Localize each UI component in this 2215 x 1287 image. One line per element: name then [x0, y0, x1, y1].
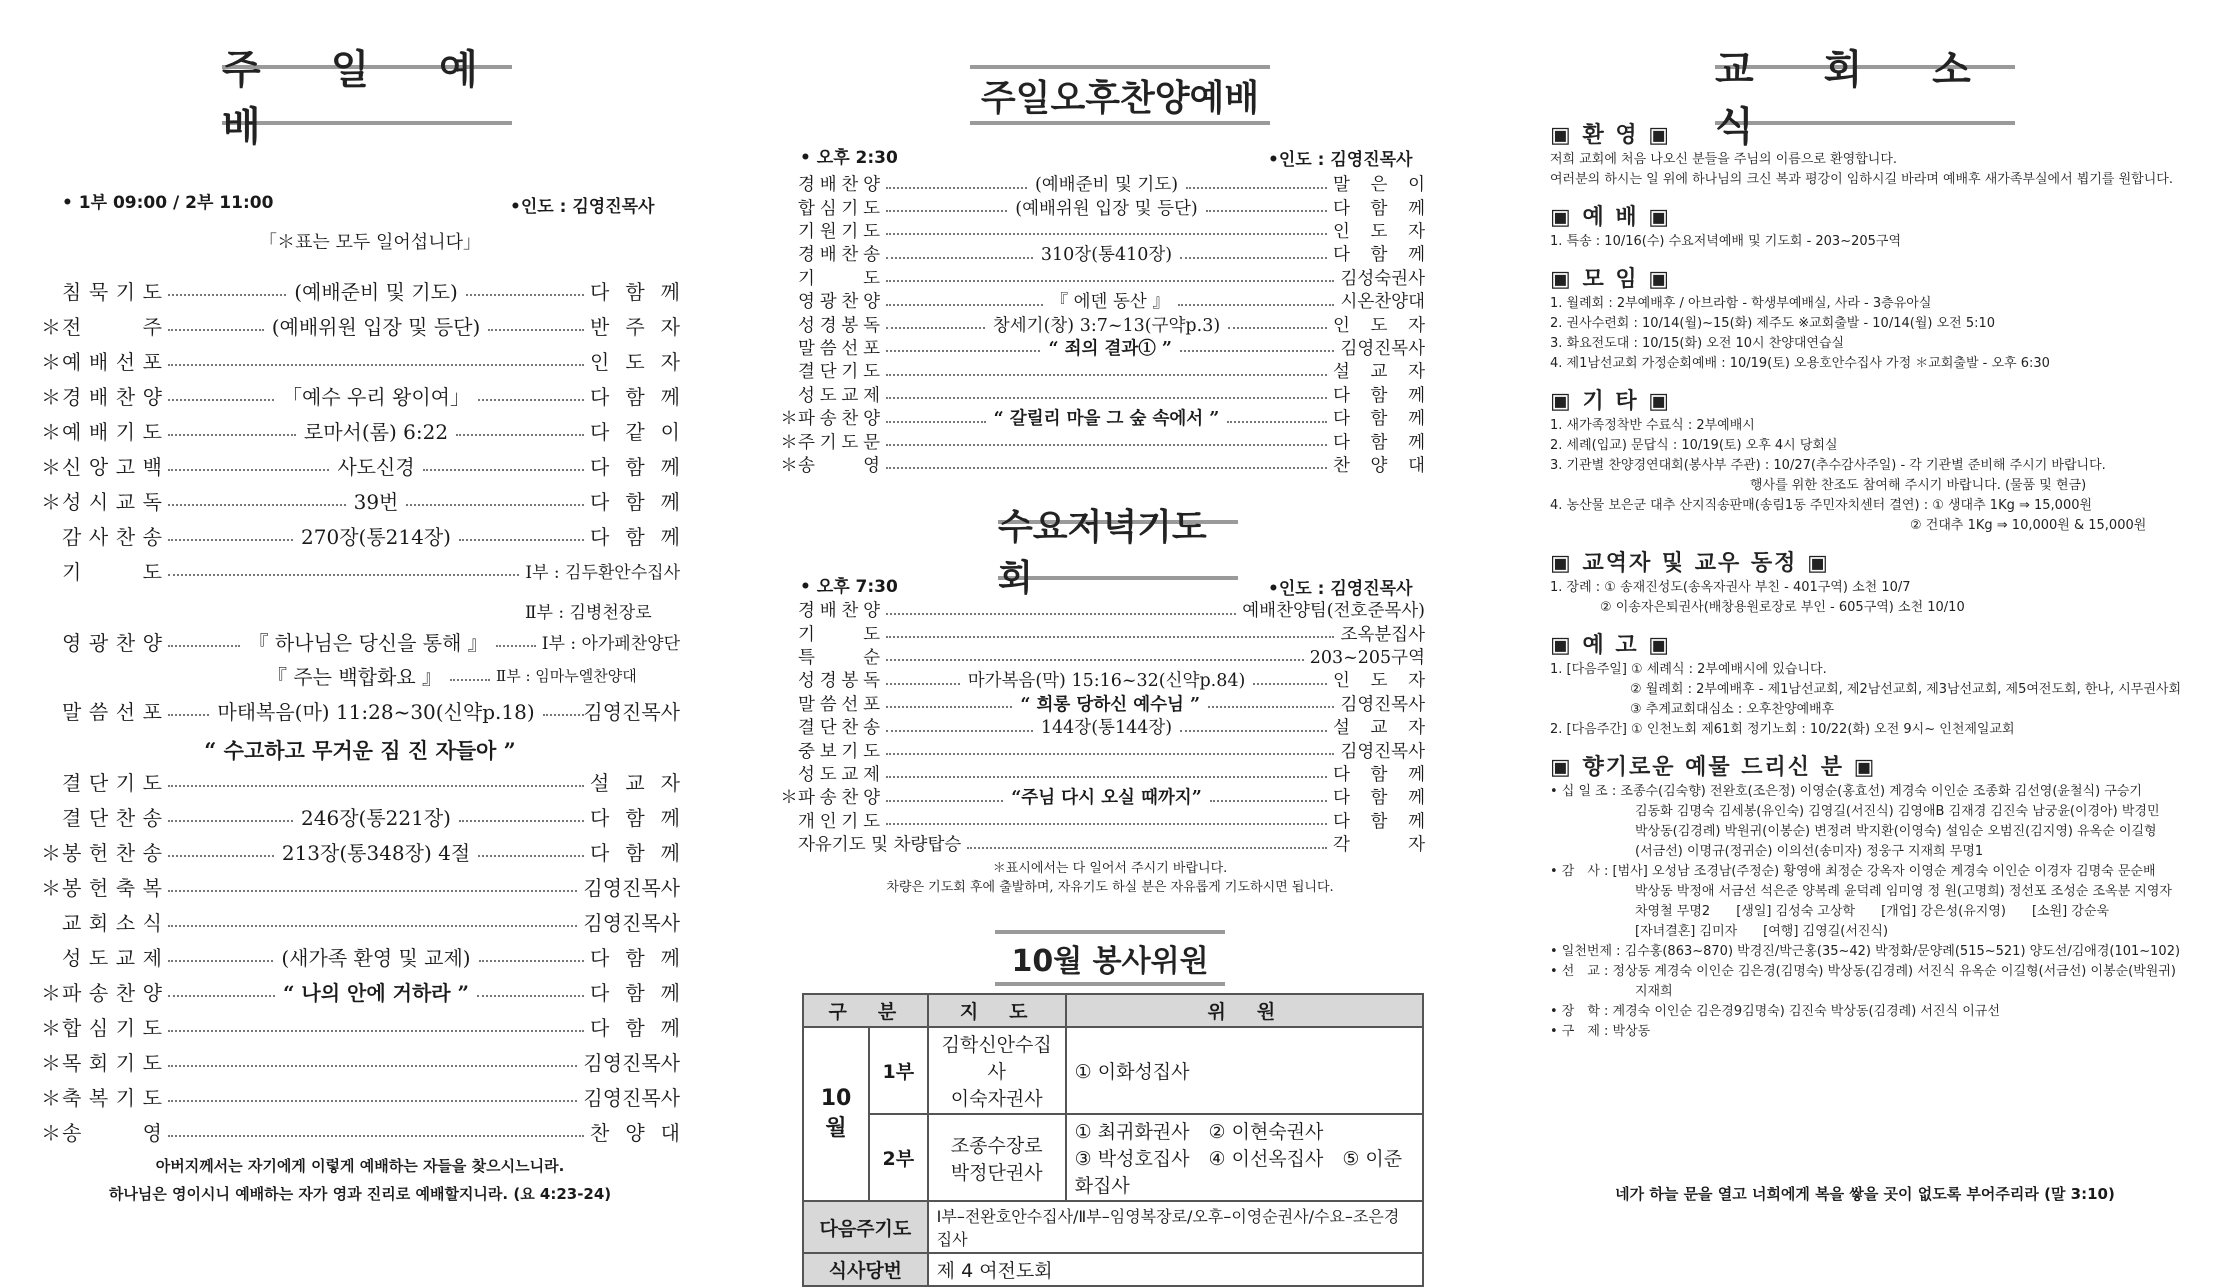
order-label: 경 배 찬 양 [798, 175, 880, 196]
order-row [40, 904, 680, 939]
announce-line: 1. [다음주일] ① 세례식 : 2부예배시에 있습니다. [1550, 662, 1827, 677]
order-content: 310장(통410장) [1040, 245, 1173, 266]
order-label: 성 도 교 제 [798, 385, 880, 406]
offering-line: 박상동(김경례) 박원귀(이봉순) 변정려 박지환(이영숙) 설임순 오범진(김지영) 유옥순 이길형 [1635, 824, 2157, 839]
order-row [40, 448, 680, 483]
praise-choir-2: Ⅱ부 : 임마누엘찬양대 [496, 667, 637, 685]
order-person: 다 함 께 [1333, 432, 1425, 453]
stand-mark: ＊ [41, 981, 61, 1005]
offering-line: • 구 제 : 박상동 [1550, 1024, 1651, 1039]
news-footer-verse: 네가 하늘 문을 열고 너희에게 복을 쌓을 곳이 없도록 부어주리라 (말 3:10) [1615, 1185, 2115, 1203]
announce-line: 2. [다음주간] ① 인천노회 제61회 정기노회 : 10/22(화) 오전 9시~ 인천제일교회 [1550, 722, 2015, 737]
order-person: 예배찬양팀(전호준목사) [1242, 601, 1425, 622]
wednesday-order-list [780, 598, 1425, 855]
order-row [40, 343, 680, 378]
leader-name: 박정단권사 [950, 1161, 1043, 1184]
order-person: 김영진목사 [1340, 741, 1425, 762]
month-cell: 10월 [803, 1027, 869, 1201]
order-label: 성 시 교 독 [62, 490, 162, 514]
order-person: 찬 양 대 [590, 1121, 680, 1145]
order-person: 설 교 자 [1333, 718, 1425, 739]
order-label: 신 앙 고 백 [62, 455, 162, 479]
offering-line: • 선 교 : 정상동 계경숙 이인순 김은경(김명숙) 박상동(김경례) 서진식 유옥순 이길형(서금선) 이봉순(박원귀) [1550, 964, 2176, 979]
prayer-part2: Ⅱ부 : 김병천장로 [525, 603, 652, 623]
part1-leaders [928, 1027, 1066, 1114]
praise-choir-1: Ⅰ부 : 아가페찬양단 [541, 634, 680, 654]
order-person: 김영진목사 [583, 1051, 680, 1075]
order-label: 경 배 찬 양 [798, 601, 880, 622]
announce-line: ③ 추계교회대심소 : 오후찬양예배후 [1630, 702, 1835, 717]
order-row [40, 413, 680, 448]
meeting-heading: ▣ 모 임 ▣ [1550, 267, 1672, 292]
order-row [40, 834, 680, 869]
order-content: “ 희롱 당하신 예수님 ” [1020, 694, 1201, 715]
order-label: 기 도 [62, 560, 162, 584]
order-person: 시온찬양대 [1340, 292, 1425, 313]
order-label: 파 송 찬 양 [62, 981, 162, 1005]
order-row [780, 219, 1425, 242]
order-label: 기 도 [798, 624, 880, 645]
sermon-preacher: 김영진목사 [583, 700, 681, 724]
order-label: 결 단 찬 송 [798, 718, 880, 739]
order-person: 다 같 이 [590, 420, 680, 444]
welcome-heading: ▣ 환 영 ▣ [1550, 123, 1672, 148]
order-label: 결 단 찬 송 [62, 806, 162, 830]
order-label: 결 단 기 도 [62, 771, 162, 795]
order-person: 다 함 께 [590, 806, 680, 830]
order-label: 기 원 기 도 [798, 221, 880, 242]
sunday-order-list-2 [40, 764, 680, 1149]
order-label: 예 배 선 포 [62, 350, 162, 374]
wednesday-note-1: ＊표시에서는 다 일어서 주시기 바랍니다. [992, 861, 1228, 876]
order-label: 합 심 기 도 [798, 198, 880, 219]
order-row [780, 312, 1425, 335]
order-content: “ 갈릴리 마을 그 숲 속에서 ” [993, 409, 1220, 430]
order-row [780, 762, 1425, 785]
order-label: 봉 헌 축 복 [62, 876, 162, 900]
order-row [40, 1044, 680, 1079]
order-label: 성 경 봉 독 [798, 671, 880, 692]
next-prayer-label: 다음주기도 [803, 1201, 928, 1253]
order-content: 144장(통144장) [1040, 718, 1173, 739]
order-content: (예배위원 입장 및 등단) [271, 315, 481, 339]
order-person: 김영진목사 [1340, 338, 1425, 359]
order-label: 목 회 기 도 [62, 1051, 162, 1075]
announce-line: ② 월례회 : 2부예배후 - 제1남선교회, 제2남선교회, 제3남선교회, 제5여전도회, 한나, 시무권사회 [1630, 682, 2182, 697]
stand-mark: ＊ [41, 350, 61, 374]
order-label: 봉 헌 찬 송 [62, 841, 162, 865]
sermon-scripture: 마태복음(마) 11:28~30(신약p.18) [217, 700, 535, 724]
sunday-praise-row [40, 624, 680, 659]
etc-line: 2. 세례(입교) 문답식 : 10/19(토) 오후 4시 당회실 [1550, 438, 1838, 453]
meeting-line: 1. 월례회 : 2부예배후 / 아브라함 - 학생부예배실, 사라 - 3층유아실 [1550, 296, 1932, 311]
order-label: 주 기 도 문 [798, 432, 880, 453]
order-label: 중 보 기 도 [798, 741, 880, 762]
stand-mark: ＊ [41, 1051, 61, 1075]
sunday-prayer-row [40, 553, 680, 588]
order-person: 인 도 자 [590, 350, 680, 374]
order-label: 성 경 봉 독 [798, 315, 880, 336]
afternoon-time: • 오후 2:30 [800, 148, 898, 168]
next-prayer-value: Ⅰ부–전완호안수집사/Ⅱ부–임영복장로/오후–이영순권사/수요–조은경집사 [928, 1201, 1423, 1253]
order-person: 말 은 이 [1333, 175, 1425, 196]
order-person: 설 교 자 [1333, 362, 1425, 383]
order-content: 창세기(창) 3:7~13(구약p.3) [992, 315, 1221, 336]
sunday-order-list-1 [40, 273, 680, 553]
order-label: 파 송 찬 양 [798, 409, 880, 430]
order-content: “주님 다시 오실 때까지” [1011, 788, 1202, 809]
order-row [780, 429, 1425, 452]
order-label: 개 인 기 도 [798, 811, 880, 832]
order-person: 다 함 께 [590, 525, 680, 549]
order-label: 영 광 찬 양 [798, 292, 880, 313]
header-division: 구 분 [803, 994, 928, 1027]
stand-mark: ＊ [780, 432, 798, 453]
stand-mark: ＊ [41, 1016, 61, 1040]
etc-line: ② 건대추 1Kg ⇒ 10,000원 & 15,000원 [1910, 518, 2147, 533]
order-row [780, 266, 1425, 289]
order-row [780, 406, 1425, 429]
offering-line: 박상동 박정애 서금선 석은준 양복례 윤덕례 임미영 정 원(고명희) 정선포 조성순 조옥분 지영자 [1635, 884, 2172, 899]
order-row [780, 242, 1425, 265]
stand-mark: ＊ [41, 455, 61, 479]
order-person: 김영진목사 [1340, 694, 1425, 715]
order-label: 자유기도 및 차량탑승 [798, 835, 962, 856]
part2-cell: 2부 [869, 1114, 928, 1201]
volunteers-title: 10월 봉사위원 [995, 930, 1225, 986]
order-label: 예 배 기 도 [62, 420, 162, 444]
order-row [780, 383, 1425, 406]
order-person: 다 함 께 [590, 946, 680, 970]
etc-line: 행사를 위한 찬조도 참여해 주시기 바랍니다. (물품 및 현금) [1750, 478, 2087, 493]
order-content: (예배준비 및 기도) [1034, 175, 1179, 196]
order-row [780, 668, 1425, 691]
part2-members [1066, 1114, 1423, 1201]
order-row [40, 764, 680, 799]
order-person: 조옥분집사 [1340, 624, 1425, 645]
order-row [780, 598, 1425, 621]
stand-mark: ＊ [780, 788, 798, 809]
order-person: 다 함 께 [590, 981, 680, 1005]
offering-line: 차영철 무명2 [생일] 김성숙 고상학 [개업] 강은성(유지영) [소원] 강순욱 [1635, 904, 2110, 919]
header-members: 위 원 [1066, 994, 1423, 1027]
order-label: 경 배 찬 송 [798, 245, 880, 266]
wednesday-leader: •인도 : 김영진목사 [1268, 579, 1413, 599]
wednesday-time: • 오후 7:30 [800, 577, 898, 597]
order-person: 다 함 께 [590, 841, 680, 865]
order-person: 인 도 자 [1333, 671, 1426, 692]
praise-song-2: 『 주는 백합화요 』 [267, 665, 442, 689]
order-row [780, 785, 1425, 808]
order-person: 203~205구역 [1309, 647, 1425, 668]
order-content: 39번 [353, 490, 399, 514]
order-person: 설 교 자 [590, 771, 680, 795]
order-content: 246장(통221장) [301, 806, 451, 830]
order-row [40, 273, 680, 308]
staff-line: ② 이송자은퇴권사(배창용원로장로 부인 - 605구역) 소천 10/10 [1600, 600, 1965, 615]
stand-mark: ＊ [41, 385, 61, 409]
header-leader: 지 도 [928, 994, 1066, 1027]
order-person: 반 주 자 [590, 315, 680, 339]
order-person: 김영진목사 [583, 1086, 680, 1110]
leader-name: 이숙자권사 [950, 1088, 1043, 1110]
order-person: 다 함 께 [590, 385, 680, 409]
volunteers-table [802, 993, 1424, 1287]
order-person: 인 도 자 [1333, 315, 1426, 336]
announce-heading: ▣ 예 고 ▣ [1550, 633, 1672, 658]
order-content: 마가복음(막) 15:16~32(신약p.84) [967, 671, 1246, 692]
offering-line: 지재희 [1635, 984, 1673, 999]
order-person: 다 함 께 [1333, 764, 1425, 785]
order-label: 감 사 찬 송 [62, 525, 162, 549]
order-label: 영 광 찬 양 [62, 631, 162, 655]
order-content: 213장(통348장) 4절 [281, 841, 471, 865]
order-row [40, 869, 680, 904]
order-label: 파 송 찬 양 [798, 788, 880, 809]
order-person: 다 함 께 [590, 1016, 680, 1040]
order-label: 송 영 [798, 455, 880, 476]
order-row [780, 336, 1425, 359]
part2-leaders [928, 1114, 1066, 1201]
staff-line: 1. 장례 : ① 송재진성도(송옥자권사 부친 - 401구역) 소천 10/7 [1550, 580, 1911, 595]
order-row [40, 518, 680, 553]
wednesday-note-2: 차량은 기도회 후에 출발하며, 자유기도 하실 분은 자유롭게 기도하시면 됩니다. [886, 880, 1334, 895]
order-person: 인 도 자 [1333, 221, 1425, 242]
order-label: 말 씀 선 포 [62, 700, 162, 724]
order-row [780, 621, 1425, 644]
order-label: 전 주 [62, 315, 162, 339]
sunday-leader: •인도 : 김영진목사 [510, 197, 655, 217]
offering-heading: ▣ 향기로운 예물 드리신 분 ▣ [1550, 755, 1877, 780]
stand-mark: ＊ [41, 315, 61, 339]
sunday-praise-row-2 [265, 658, 680, 693]
order-label: 특 순 [798, 647, 880, 668]
etc-heading: ▣ 기 타 ▣ [1550, 389, 1672, 414]
order-label: 말 씀 선 포 [798, 338, 880, 359]
stand-mark: ＊ [41, 876, 61, 900]
order-person: 다 함 께 [1333, 198, 1425, 219]
offering-line: [자녀결혼] 김미자 [여행] 김영길(서진식) [1635, 924, 1889, 939]
afternoon-title: 주일오후찬양예배 [970, 65, 1270, 125]
stand-mark: ＊ [780, 409, 798, 430]
worship-heading: ▣ 예 배 ▣ [1550, 205, 1672, 230]
sunday-sermon-row [40, 693, 680, 728]
order-content: 270장(통214장) [301, 525, 451, 549]
order-row [40, 939, 680, 974]
order-row [780, 692, 1425, 715]
order-content: (새가족 환영 및 교제) [281, 946, 471, 970]
order-label: 결 단 기 도 [798, 362, 880, 383]
welcome-line: 여러분의 하시는 일 위에 하나님의 크신 복과 평강이 임하시길 바라며 예배후 새가족부실에서 뵙기를 원합니다. [1550, 172, 2173, 187]
etc-line: 4. 농산물 보은군 대추 산지직송판매(송림1동 주민자치센터 결연) : ① 생대추 1Kg ⇒ 15,000원 [1550, 498, 2093, 513]
order-person: 다 함 께 [590, 280, 680, 304]
order-row [40, 1079, 680, 1114]
order-label: 기 도 [798, 268, 880, 289]
order-content: (예배준비 및 기도) [294, 280, 458, 304]
order-content: 사도신경 [337, 455, 415, 479]
order-row [40, 378, 680, 413]
welcome-line: 저희 교회에 처음 나오신 분들을 주님의 이름으로 환영합니다. [1550, 152, 1898, 167]
order-person: 다 함 께 [1333, 409, 1425, 430]
part1-members: ① 이화성집사 [1066, 1027, 1423, 1114]
order-label: 성 도 교 제 [798, 764, 880, 785]
sunday-verse-1: 아버지께서는 자기에게 이렇게 예배하는 자들을 찾으시느니라. [155, 1157, 565, 1175]
sunday-time: • 1부 09:00 / 2부 11:00 [62, 193, 274, 213]
stand-mark: ＊ [41, 841, 61, 865]
order-content: 로마서(롬) 6:22 [303, 420, 449, 444]
order-row [40, 308, 680, 343]
order-row [780, 832, 1425, 855]
leader-name: 김학신안수집사 [941, 1034, 1052, 1083]
member-line: ① 최귀화권사 ② 이현숙권사 [1074, 1121, 1324, 1143]
order-row [40, 1009, 680, 1044]
offering-line: (서금선) 이명규(정귀순) 이의선(송미자) 정웅구 지재희 무명1 [1635, 844, 1984, 859]
worship-line: 1. 특송 : 10/16(수) 수요저녁예배 및 기도회 - 203~205구역 [1550, 234, 1902, 249]
order-label: 교 회 소 식 [62, 911, 162, 935]
prayer-part1: Ⅰ부 : 김두환안수집사 [525, 563, 680, 583]
news-title: 교 회 소 식 [1715, 65, 2015, 125]
afternoon-leader: •인도 : 김영진목사 [1268, 150, 1413, 170]
order-label: 경 배 찬 양 [62, 385, 162, 409]
sunday-verse-2: 하나님은 영이시니 예배하는 자가 영과 진리로 예배할지니라. (요 4:23-24) [108, 1185, 612, 1203]
order-label: 말 씀 선 포 [798, 694, 880, 715]
order-person: 다 함 께 [1333, 385, 1425, 406]
stand-mark: ＊ [41, 1086, 61, 1110]
order-row [780, 453, 1425, 476]
order-person: 각 자 [1333, 835, 1425, 856]
stand-note: 「＊표는 모두 일어섭니다」 [259, 232, 481, 253]
order-label: 합 심 기 도 [62, 1016, 162, 1040]
meeting-line: 3. 화요전도대 : 10/15(화) 오전 10시 찬양대연습실 [1550, 336, 1845, 351]
order-content: 『 에덴 동산 』 [1050, 292, 1170, 313]
offering-line: • 십 일 조 : 조종수(김숙향) 전완호(조은정) 이영순(홍효선) 계경숙 이인순 조종화 김선영(윤철식) 구승기 [1550, 784, 2142, 799]
stand-mark: ＊ [780, 455, 798, 476]
leader-name: 조종수장로 [950, 1134, 1043, 1157]
member-line: ③ 박성호집사 ④ 이선옥집사 ⑤ 이준화집사 [1074, 1148, 1403, 1197]
order-label: 축 복 기 도 [62, 1086, 162, 1110]
order-person: 다 함 께 [1333, 245, 1425, 266]
meeting-line: 2. 권사수련회 : 10/14(월)~15(화) 제주도 ※교회출발 - 10/14(월) 오전 5:10 [1550, 316, 1996, 331]
stand-mark: ＊ [41, 1121, 61, 1145]
stand-mark: ＊ [41, 420, 61, 444]
stand-mark: ＊ [41, 490, 61, 514]
offering-line: • 장 학 : 계경숙 이인순 김은경9김명숙) 김진숙 박상동(김경례) 서진식 이규선 [1550, 1004, 2000, 1019]
order-row [40, 799, 680, 834]
order-row [40, 974, 680, 1009]
staff-heading: ▣ 교역자 및 교우 동정 ▣ [1550, 551, 1830, 576]
sunday-title: 주 일 예 배 [222, 65, 512, 125]
order-content: “ 나의 안에 거하라 ” [282, 981, 470, 1005]
offering-line: 김동화 김명숙 김세봉(유인숙) 김영길(서진식) 김영애B 김재경 김진숙 남궁윤(이경아) 박경민 [1635, 804, 2160, 819]
order-person: 다 함 께 [1333, 788, 1425, 809]
order-row [780, 289, 1425, 312]
order-row [780, 359, 1425, 382]
order-label: 송 영 [62, 1121, 162, 1145]
order-person: 다 함 께 [590, 490, 680, 514]
order-person: 김영진목사 [583, 876, 680, 900]
order-person: 김영진목사 [583, 911, 680, 935]
sermon-title: “ 수고하고 무거운 짐 진 자들아 ” [204, 738, 516, 763]
praise-song-1: 『 하나님은 당신을 통해 』 [248, 631, 488, 655]
part1-cell: 1부 [869, 1027, 928, 1114]
order-person: 다 함 께 [1333, 811, 1425, 832]
meal-duty-value: 제 4 여전도회 [928, 1253, 1423, 1286]
order-label: 침 묵 기 도 [62, 280, 162, 304]
order-label: 성 도 교 제 [62, 946, 162, 970]
wednesday-title: 수요저녁기도회 [998, 520, 1238, 580]
meal-duty-label: 식사당번 [803, 1253, 928, 1286]
order-row [780, 645, 1425, 668]
order-content: “ 죄의 결과① ” [1048, 338, 1172, 359]
order-content: 「예수 우리 왕이여」 [282, 385, 470, 409]
etc-line: 1. 새가족정착반 수료식 : 2부예배시 [1550, 418, 1755, 433]
offering-line: • 일천번제 : 김수홍(863~870) 박경진/박근홍(35~42) 박정화/문양례(515~521) 양도선/김애경(101~102) [1550, 944, 2181, 959]
order-person: 김성숙권사 [1340, 268, 1425, 289]
etc-line: 3. 기관별 찬양경연대회(봉사부 주관) : 10/27(추수감사주일) - 각 기관별 준비해 주시기 바랍니다. [1550, 458, 2106, 473]
news-body [1550, 123, 2190, 1042]
order-row [780, 172, 1425, 195]
order-row [40, 483, 680, 518]
order-row [780, 738, 1425, 761]
afternoon-order-list [780, 172, 1425, 476]
offering-line: • 감 사 : [범사] 오성남 조경남(주정순) 황영애 최정순 강옥자 이영순 계경숙 이인순 이경자 김명숙 문순배 [1550, 864, 2156, 879]
order-row [780, 809, 1425, 832]
order-person: 찬 양 대 [1333, 455, 1425, 476]
order-row [780, 715, 1425, 738]
order-row [40, 1114, 680, 1149]
order-person: 다 함 께 [590, 455, 680, 479]
meeting-line: 4. 제1남선교회 가정순회예배 : 10/19(토) 오용호안수집사 가정 ＊교회출발 - 오후 6:30 [1550, 356, 2050, 371]
order-content: (예배위원 입장 및 등단) [1015, 198, 1198, 219]
order-row [780, 195, 1425, 218]
